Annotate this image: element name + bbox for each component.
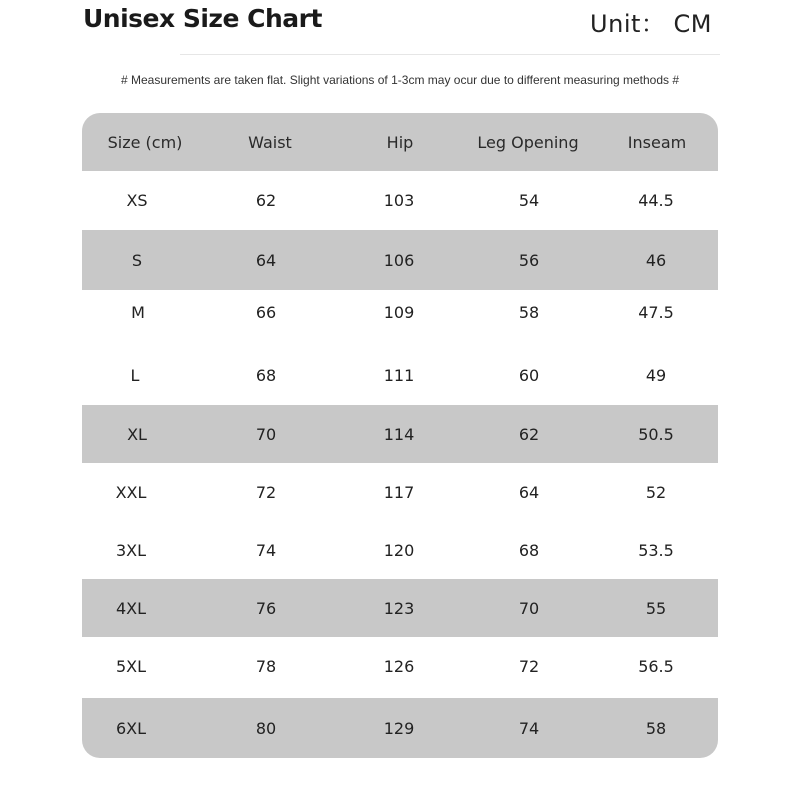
cell-hip: 114 (383, 424, 415, 444)
table-row (82, 579, 718, 637)
cell-size: 4XL (115, 598, 147, 618)
cell-size: M (131, 302, 145, 322)
cell-size: XS (126, 191, 148, 210)
cell-hip: 117 (383, 482, 415, 502)
cell-waist: 74 (255, 540, 277, 560)
cell-inseam: 44.5 (638, 191, 674, 210)
cell-waist: 72 (255, 482, 277, 502)
cell-leg-opening: 58 (518, 302, 540, 322)
table-row (82, 698, 718, 758)
cell-hip: 103 (383, 191, 415, 210)
cell-leg-opening: 70 (518, 598, 540, 618)
cell-hip: 129 (383, 718, 415, 738)
table-row (82, 463, 718, 521)
cell-hip: 120 (383, 540, 415, 560)
cell-waist: 68 (255, 365, 277, 385)
table-row (82, 230, 718, 290)
cell-hip: 123 (383, 598, 415, 618)
cell-waist: 64 (255, 250, 277, 270)
table-row (82, 405, 718, 463)
table-row (82, 521, 718, 579)
table-row (82, 345, 718, 405)
cell-inseam: 52 (645, 482, 667, 502)
cell-leg-opening: 72 (518, 656, 540, 676)
cell-waist: 70 (255, 424, 277, 444)
unit-label: Unit： CM (590, 10, 712, 38)
table-row (82, 637, 718, 695)
cell-leg-opening: 68 (518, 540, 540, 560)
cell-inseam: 49 (645, 365, 667, 385)
cell-size: XXL (115, 482, 147, 502)
table-row (82, 171, 718, 230)
cell-hip: 109 (383, 302, 415, 322)
cell-leg-opening: 64 (518, 482, 540, 502)
cell-size: XL (127, 424, 147, 444)
cell-size: S (131, 250, 143, 270)
cell-inseam: 47.5 (638, 302, 674, 322)
header-leg-opening: Leg Opening (477, 132, 579, 152)
header-hip: Hip (386, 132, 414, 152)
cell-size: L (130, 365, 140, 385)
header-size: Size (cm) (107, 132, 183, 152)
cell-size: 5XL (115, 656, 147, 676)
measurement-note: # Measurements are taken flat. Slight variations of 1-3cm may ocur due to different measuring methods # (120, 73, 680, 87)
cell-waist: 80 (255, 718, 277, 738)
cell-inseam: 46 (645, 250, 667, 270)
cell-inseam: 50.5 (638, 424, 674, 444)
cell-leg-opening: 62 (518, 424, 540, 444)
cell-leg-opening: 60 (518, 365, 540, 385)
table-header-row (82, 113, 718, 171)
header-inseam: Inseam (627, 132, 687, 152)
cell-inseam: 55 (645, 598, 667, 618)
cell-waist: 76 (255, 598, 277, 618)
size-chart-table (82, 113, 718, 758)
cell-leg-opening: 54 (518, 191, 540, 210)
page-title: Unisex Size Chart (83, 4, 322, 33)
header-waist: Waist (248, 132, 292, 152)
cell-hip: 111 (383, 365, 415, 385)
cell-hip: 106 (383, 250, 415, 270)
cell-inseam: 56.5 (638, 656, 674, 676)
title-divider (180, 54, 720, 55)
cell-leg-opening: 56 (518, 250, 540, 270)
cell-size: 3XL (115, 540, 147, 560)
cell-waist: 78 (255, 656, 277, 676)
table-row (82, 290, 718, 334)
cell-size: 6XL (115, 718, 147, 738)
cell-leg-opening: 74 (518, 718, 540, 738)
cell-hip: 126 (383, 656, 415, 676)
cell-inseam: 58 (645, 718, 667, 738)
cell-waist: 62 (255, 191, 277, 210)
cell-waist: 66 (255, 302, 277, 322)
cell-inseam: 53.5 (638, 540, 674, 560)
